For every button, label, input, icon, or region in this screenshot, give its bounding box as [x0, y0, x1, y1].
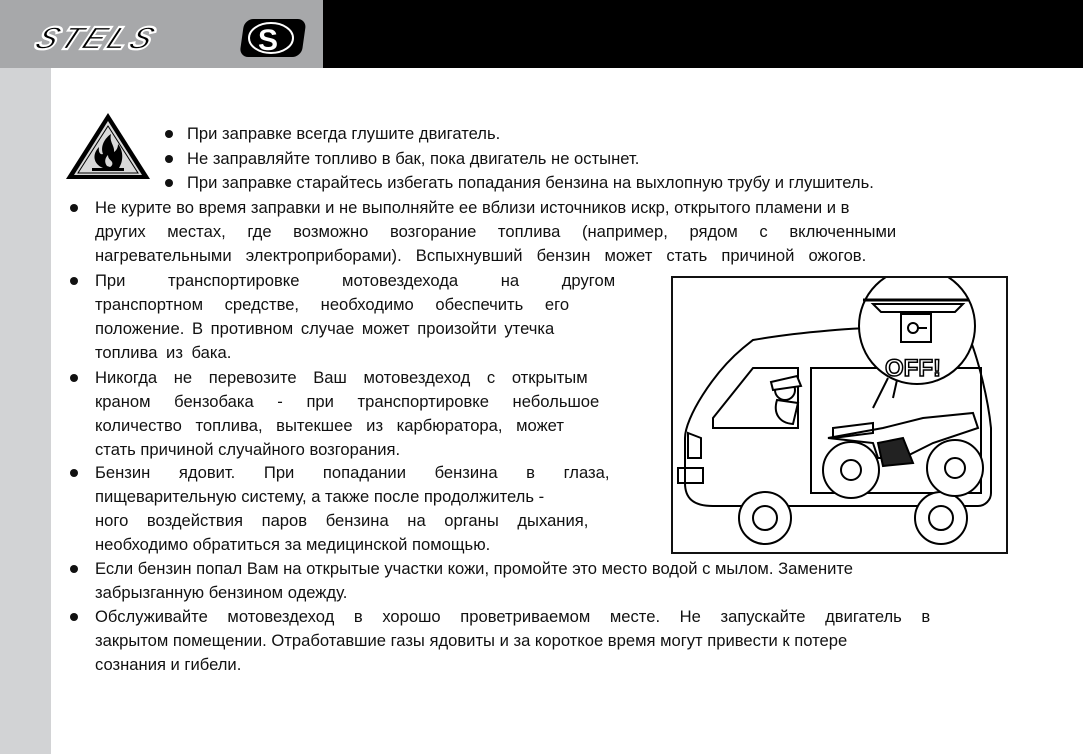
- text-line: сознания и гибели.: [95, 655, 242, 674]
- bullet-dot: [70, 374, 78, 382]
- text-line: положение. В противном случае может произойти утечка: [95, 319, 555, 338]
- text-line: нагревательными электроприборами). Вспыхнувший бензин может стать причиной ожогов.: [95, 246, 867, 265]
- text-line: Обслуживайте мотовездеход в хорошо проветриваемом месте. Не запускайте двигатель в: [95, 607, 931, 626]
- text-line: необходимо обратиться за медицинской помощью.: [95, 535, 491, 554]
- side-strip: [0, 68, 51, 754]
- svg-text:S: S: [258, 24, 279, 57]
- text-line: пищеварительную систему, а также после продолжитель -: [95, 487, 545, 506]
- logo-s-badge: [239, 19, 306, 57]
- bullet-dot: [70, 613, 78, 621]
- text-line: При транспортировке мотовездехода на другом: [95, 271, 616, 290]
- text-line: Бензин ядовит. При попадании бензина в глаза,: [95, 463, 610, 482]
- text-line: ного воздействия паров бензина на органы дыхания,: [95, 511, 589, 530]
- text-line: Никогда не перевозите Ваш мотовездеход с открытым: [95, 368, 588, 387]
- bullet-dot: [165, 130, 173, 138]
- bullet-dot: [165, 155, 173, 163]
- text-line: транспортном средстве, необходимо обеспечить его: [95, 295, 570, 314]
- text-line: топлива из бака.: [95, 343, 232, 362]
- intro-bullet-3: При заправке старайтесь избегать попадания бензина на выхлопную трубу и глушитель.: [187, 173, 874, 192]
- text-line: количество топлива, вытекшее из карбюратора, может: [95, 416, 564, 435]
- text-line: Не курите во время заправки и не выполняйте ее вблизи источников искр, открытого пламени и в: [95, 198, 850, 217]
- off-callout-text: OFF!: [885, 355, 941, 382]
- flammable-warning-icon: [63, 110, 153, 187]
- text-line: краном бензобака - при транспортировке небольшое: [95, 392, 600, 411]
- text-line: стать причиной случайного возгорания.: [95, 440, 401, 459]
- bullet-dot: [70, 277, 78, 285]
- bullet-dot: [70, 469, 78, 477]
- bullet-dot: [165, 179, 173, 187]
- stels-logo: [26, 16, 306, 65]
- header-black-band: [323, 0, 1083, 68]
- text-line: Если бензин попал Вам на открытые участки кожи, промойте это место водой с мылом. Замените: [95, 559, 854, 578]
- intro-bullet-1: При заправке всегда глушите двигатель.: [187, 124, 501, 143]
- van-atv-illustration: [671, 276, 1008, 554]
- text-line: других местах, где возможно возгорание топлива (например, рядом с включенными: [95, 222, 897, 241]
- text-line: закрытом помещении. Отработавшие газы ядовиты и за короткое время могут привести к потере: [95, 631, 848, 650]
- brand-text: STELS: [29, 21, 164, 57]
- bullet-dot: [70, 204, 78, 212]
- text-line: забрызганную бензином одежду.: [95, 583, 348, 602]
- bullet-dot: [70, 565, 78, 573]
- intro-bullet-2: Не заправляйте топливо в бак, пока двигатель не остынет.: [187, 149, 640, 168]
